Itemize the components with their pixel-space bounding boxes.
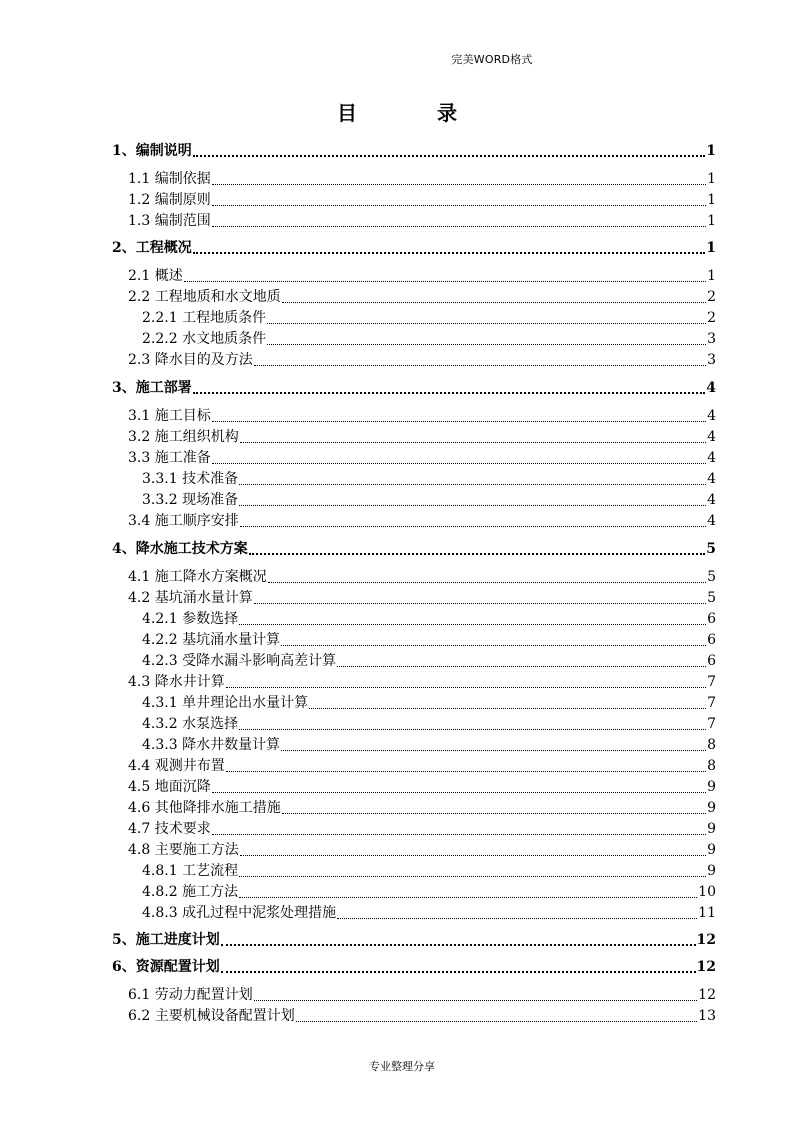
toc-dot-leader bbox=[212, 421, 706, 422]
toc-entry-level2[interactable] bbox=[128, 286, 716, 306]
toc-dot-leader bbox=[221, 971, 696, 973]
toc-entry-level1[interactable] bbox=[112, 237, 716, 257]
toc-entry-label: 4.2.3 受降水漏斗影响高差计算 bbox=[142, 653, 337, 669]
toc-entry-label: 6、资源配置计划 bbox=[112, 959, 220, 975]
toc-entry-label: 3、施工部署 bbox=[112, 380, 192, 396]
toc-entry-page: 2 bbox=[707, 310, 716, 326]
toc-entry-page: 4 bbox=[707, 429, 716, 445]
toc-entry-level3[interactable] bbox=[142, 881, 716, 901]
toc-entry-label: 4.8 主要施工方法 bbox=[128, 842, 239, 858]
toc-entry-label: 4.8.2 施工方法 bbox=[142, 884, 239, 900]
toc-entry-level2[interactable] bbox=[128, 210, 716, 230]
toc-entry-page: 3 bbox=[707, 331, 716, 347]
toc-dot-leader bbox=[337, 918, 697, 919]
toc-entry-page: 6 bbox=[707, 653, 716, 669]
toc-entry-level2[interactable] bbox=[128, 566, 716, 586]
toc-entry-page: 4 bbox=[707, 471, 716, 487]
toc-entry-level3[interactable] bbox=[142, 734, 716, 754]
toc-dot-leader bbox=[239, 505, 706, 506]
toc-dot-leader bbox=[184, 281, 706, 282]
toc-entry-page: 9 bbox=[707, 842, 716, 858]
toc-dot-leader bbox=[249, 553, 706, 555]
toc-dot-leader bbox=[240, 855, 706, 856]
toc-entry-level1[interactable] bbox=[112, 377, 716, 397]
toc-entry-page: 1 bbox=[707, 213, 716, 229]
toc-entry-level3[interactable] bbox=[142, 650, 716, 670]
toc-entry-label: 2.3 降水目的及方法 bbox=[128, 352, 253, 368]
toc-entry-level2[interactable] bbox=[128, 265, 716, 285]
toc-entry-label: 4.7 技术要求 bbox=[128, 821, 211, 837]
toc-entry-page: 11 bbox=[698, 905, 716, 921]
toc-entry-level2[interactable] bbox=[128, 510, 716, 530]
toc-dot-leader bbox=[239, 484, 706, 485]
toc-dot-leader bbox=[221, 944, 696, 946]
toc-entry-label: 2.2.2 水文地质条件 bbox=[142, 331, 267, 347]
toc-entry-level2[interactable] bbox=[128, 349, 716, 369]
toc-dot-leader bbox=[212, 834, 706, 835]
toc-entry-level3[interactable] bbox=[142, 489, 716, 509]
toc-entry-level2[interactable] bbox=[128, 189, 716, 209]
toc-entry-label: 4.4 观测井布置 bbox=[128, 758, 225, 774]
toc-entry-level2[interactable] bbox=[128, 426, 716, 446]
toc-dot-leader bbox=[239, 624, 706, 625]
toc-entry-page: 4 bbox=[707, 513, 716, 529]
toc-dot-leader bbox=[337, 666, 706, 667]
toc-dot-leader bbox=[254, 603, 706, 604]
toc-entry-level1[interactable] bbox=[112, 140, 716, 160]
toc-entry-page: 5 bbox=[706, 541, 716, 557]
toc-entry-page: 1 bbox=[706, 240, 716, 256]
toc-dot-leader bbox=[296, 1021, 697, 1022]
toc-dot-leader bbox=[309, 708, 706, 709]
toc-entry-label: 4.2.2 基坑涌水量计算 bbox=[142, 632, 281, 648]
toc-entry-label: 6.2 主要机械设备配置计划 bbox=[128, 1008, 295, 1024]
toc-entry-level3[interactable] bbox=[142, 629, 716, 649]
toc-dot-leader bbox=[212, 184, 706, 185]
toc-entry-page: 12 bbox=[698, 987, 716, 1003]
toc-dot-leader bbox=[212, 226, 706, 227]
toc-entry-label: 2.1 概述 bbox=[128, 268, 183, 284]
toc-entry-page: 5 bbox=[707, 590, 716, 606]
toc-dot-leader bbox=[212, 463, 706, 464]
toc-entry-label: 5、施工进度计划 bbox=[112, 932, 220, 948]
toc-entry-level3[interactable] bbox=[142, 307, 716, 327]
toc-entry-page: 6 bbox=[707, 632, 716, 648]
toc-entry-level1[interactable] bbox=[112, 929, 716, 949]
toc-entry-page: 9 bbox=[707, 821, 716, 837]
toc-dot-leader bbox=[281, 645, 706, 646]
toc-entry-label: 1.1 编制依据 bbox=[128, 171, 211, 187]
toc-entry-label: 4.1 施工降水方案概况 bbox=[128, 569, 267, 585]
toc-entry-label: 3.4 施工顺序安排 bbox=[128, 513, 239, 529]
toc-dot-leader bbox=[239, 876, 706, 877]
toc-dot-leader bbox=[226, 687, 706, 688]
toc-dot-leader bbox=[268, 582, 706, 583]
toc-entry-level3[interactable] bbox=[142, 468, 716, 488]
toc-entry-level2[interactable] bbox=[128, 984, 716, 1004]
toc-dot-leader bbox=[254, 365, 706, 366]
toc-entry-level2[interactable] bbox=[128, 776, 716, 796]
toc-entry-page: 4 bbox=[707, 450, 716, 466]
toc-entry-label: 4.3 降水井计算 bbox=[128, 674, 225, 690]
toc-entry-page: 12 bbox=[696, 959, 716, 975]
toc-entry-level2[interactable] bbox=[128, 405, 716, 425]
toc-entry-level1[interactable] bbox=[112, 538, 716, 558]
toc-entry-level3[interactable] bbox=[142, 860, 716, 880]
toc-entry-label: 4、降水施工技术方案 bbox=[112, 541, 248, 557]
toc-entry-label: 4.3.1 单井理论出水量计算 bbox=[142, 695, 309, 711]
toc-entry-page: 8 bbox=[707, 758, 716, 774]
toc-entry-label: 1.3 编制范围 bbox=[128, 213, 211, 229]
toc-dot-leader bbox=[226, 771, 706, 772]
toc-entry-label: 3.3.2 现场准备 bbox=[142, 492, 239, 508]
toc-entry-level2[interactable] bbox=[128, 671, 716, 691]
toc-entry-page: 7 bbox=[707, 716, 716, 732]
toc-entry-page: 12 bbox=[696, 932, 716, 948]
toc-entry-page: 13 bbox=[698, 1008, 716, 1024]
toc-dot-leader bbox=[239, 897, 697, 898]
toc-dot-leader bbox=[281, 750, 706, 751]
toc-entry-page: 4 bbox=[707, 492, 716, 508]
toc-entry-label: 4.8.1 工艺流程 bbox=[142, 863, 239, 879]
toc-dot-leader bbox=[239, 729, 706, 730]
toc-entry-label: 4.6 其他降排水施工措施 bbox=[128, 800, 281, 816]
toc-entry-level2[interactable] bbox=[128, 168, 716, 188]
toc-entry-label: 4.3.3 降水井数量计算 bbox=[142, 737, 281, 753]
toc-entry-label: 3.1 施工目标 bbox=[128, 408, 211, 424]
toc-dot-leader bbox=[254, 1000, 697, 1001]
toc-entry-page: 1 bbox=[707, 268, 716, 284]
toc-entry-page: 4 bbox=[707, 408, 716, 424]
toc-entry-label: 6.1 劳动力配置计划 bbox=[128, 987, 253, 1003]
toc-entry-level3[interactable] bbox=[142, 608, 716, 628]
toc-entry-level2[interactable] bbox=[128, 1005, 716, 1025]
toc-entry-label: 3.3 施工准备 bbox=[128, 450, 211, 466]
toc-entry-level3[interactable] bbox=[142, 328, 716, 348]
toc-entry-label: 4.2 基坑涌水量计算 bbox=[128, 590, 253, 606]
toc-entry-label: 2、工程概况 bbox=[112, 240, 192, 256]
toc-entry-level2[interactable] bbox=[128, 587, 716, 607]
toc-entry-label: 4.2.1 参数选择 bbox=[142, 611, 239, 627]
toc-entry-label: 2.2.1 工程地质条件 bbox=[142, 310, 267, 326]
toc-entry-page: 7 bbox=[707, 674, 716, 690]
toc-entry-label: 3.3.1 技术准备 bbox=[142, 471, 239, 487]
toc-entry-label: 4.8.3 成孔过程中泥浆处理措施 bbox=[142, 905, 337, 921]
toc-entry-level3[interactable] bbox=[142, 713, 716, 733]
toc-entry-level2[interactable] bbox=[128, 839, 716, 859]
toc-dot-leader bbox=[212, 205, 706, 206]
toc-entry-level3[interactable] bbox=[142, 692, 716, 712]
toc-entry-page: 1 bbox=[706, 143, 716, 159]
toc-entry-page: 1 bbox=[707, 192, 716, 208]
toc-dot-leader bbox=[193, 392, 706, 394]
toc-entry-page: 9 bbox=[707, 779, 716, 795]
toc-dot-leader bbox=[267, 344, 706, 345]
toc-dot-leader bbox=[240, 526, 706, 527]
toc-entry-label: 4.3.2 水泵选择 bbox=[142, 716, 239, 732]
toc-entry-page: 8 bbox=[707, 737, 716, 753]
toc-dot-leader bbox=[267, 323, 706, 324]
toc-dot-leader bbox=[193, 252, 706, 254]
toc-entry-level2[interactable] bbox=[128, 755, 716, 775]
toc-entry-page: 3 bbox=[707, 352, 716, 368]
page-footer: 专业整理分享 bbox=[369, 1060, 435, 1073]
toc-entry-page: 5 bbox=[707, 569, 716, 585]
toc-entry-label: 3.2 施工组织机构 bbox=[128, 429, 239, 445]
toc-entry-page: 2 bbox=[707, 289, 716, 305]
toc-entry-page: 9 bbox=[707, 800, 716, 816]
toc-entry-label: 4.5 地面沉降 bbox=[128, 779, 211, 795]
toc-entry-page: 6 bbox=[707, 611, 716, 627]
page-header: 完美WORD格式 bbox=[451, 53, 533, 66]
toc-entry-level1[interactable] bbox=[112, 956, 716, 976]
toc-dot-leader bbox=[212, 792, 706, 793]
toc-entry-label: 1.2 编制原则 bbox=[128, 192, 211, 208]
toc-entry-page: 10 bbox=[698, 884, 716, 900]
toc-entry-level2[interactable] bbox=[128, 447, 716, 467]
toc-entry-level2[interactable] bbox=[128, 818, 716, 838]
toc-entry-level2[interactable] bbox=[128, 797, 716, 817]
toc-entry-page: 1 bbox=[707, 171, 716, 187]
toc-entry-page: 7 bbox=[707, 695, 716, 711]
toc-dot-leader bbox=[282, 302, 706, 303]
toc-dot-leader bbox=[240, 442, 706, 443]
toc-entry-label: 1、编制说明 bbox=[112, 143, 192, 159]
toc-entry-level3[interactable] bbox=[142, 902, 716, 922]
toc-dot-leader bbox=[193, 155, 706, 157]
toc-entry-page: 9 bbox=[707, 863, 716, 879]
toc-title: 目 录 bbox=[337, 101, 487, 125]
toc-entry-label: 2.2 工程地质和水文地质 bbox=[128, 289, 281, 305]
toc-dot-leader bbox=[282, 813, 706, 814]
toc-entry-page: 4 bbox=[706, 380, 716, 396]
